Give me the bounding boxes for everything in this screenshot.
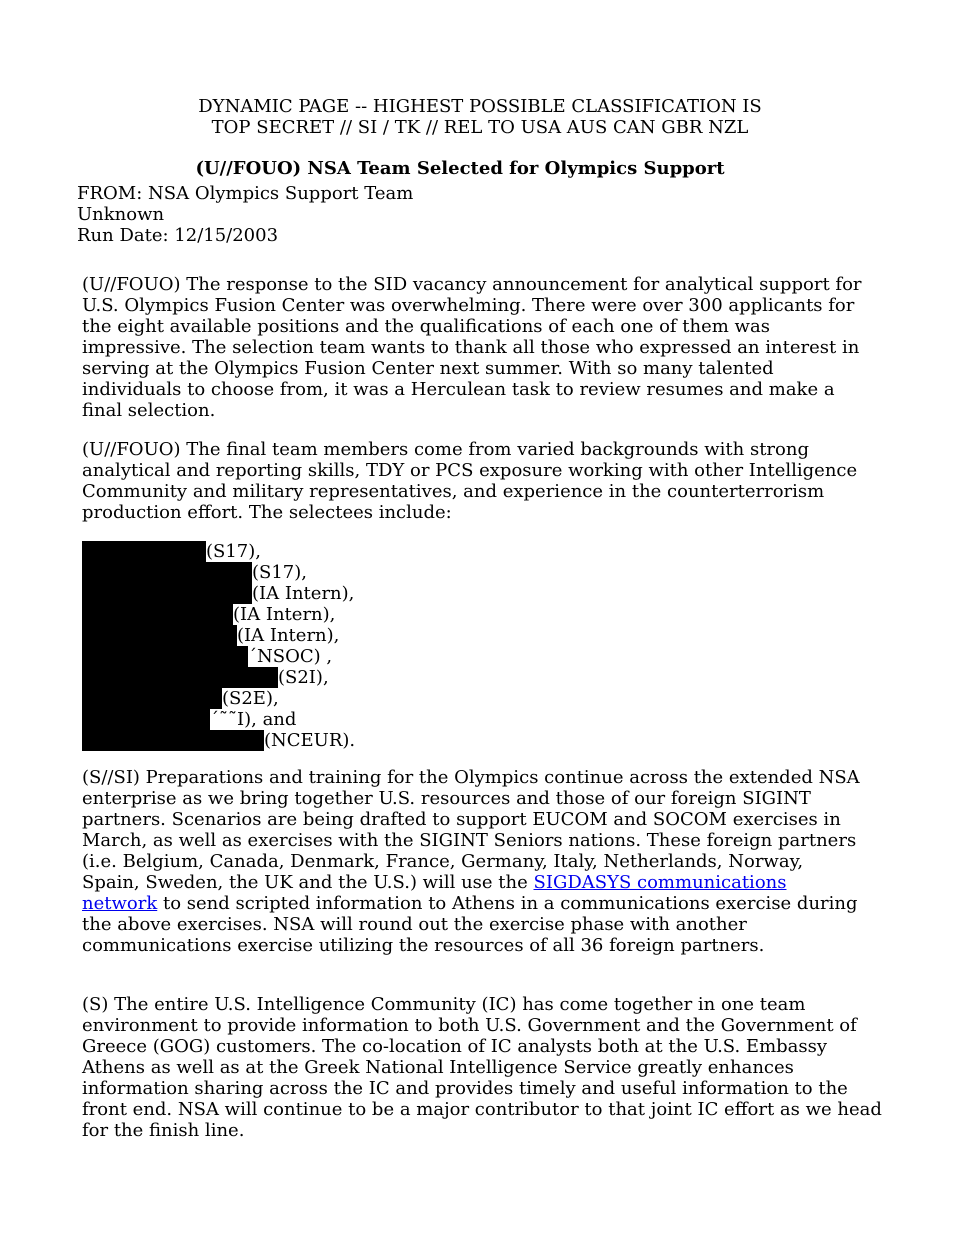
selectee-unit: (IA Intern), — [237, 625, 340, 646]
redaction-block — [82, 541, 206, 562]
redaction-block — [82, 646, 248, 667]
classification-banner — [0, 96, 960, 138]
selectee-unit: (IA Intern), — [252, 583, 355, 604]
redaction-block — [82, 667, 278, 688]
selectee-row — [82, 625, 355, 646]
selectee-unit: (S2I), — [278, 667, 329, 688]
paragraph-3 — [82, 767, 862, 956]
selectee-row — [82, 604, 355, 625]
selectee-unit: (IA Intern), — [233, 604, 336, 625]
banner-line-1: DYNAMIC PAGE -- HIGHEST POSSIBLE CLASSIFICATION IS — [198, 96, 762, 117]
selectee-unit: (S17), — [206, 541, 262, 562]
selectee-row — [82, 709, 355, 730]
from-line: FROM: NSA Olympics Support Team — [77, 183, 414, 204]
selectee-row — [82, 562, 355, 583]
selectee-row — [82, 688, 355, 709]
redaction-block — [82, 730, 264, 751]
redaction-block — [82, 583, 252, 604]
selectee-unit: (S2E), — [222, 688, 279, 709]
selectee-unit: (NCEUR). — [264, 730, 356, 751]
run-date-line: Run Date: 12/15/2003 — [77, 225, 279, 246]
selectee-unit: (S17), — [252, 562, 308, 583]
redaction-block — [82, 604, 233, 625]
selectee-row — [82, 541, 355, 562]
selectee-row — [82, 583, 355, 604]
selectee-list — [82, 541, 355, 751]
paragraph-3-text-before: (S//SI) Preparations and training for the Olympics continue across the extended NSA enterprise as we bring together U.S. resources and those of our foreign SIGINT partners. Scenarios are being drafted to support EUCOM and SOCOM exercises in March, as well as exercises with the SIGINT Seniors nations. These foreign partners (i.e. Belgium, Canada, Denmark, France, Germany, Italy, Netherlands, Norway, Spain, Sweden, the UK and the U.S.) will use the — [82, 767, 860, 893]
redaction-block — [82, 625, 237, 646]
selectee-row — [82, 667, 355, 688]
redaction-block — [82, 688, 222, 709]
selectee-unit: ´˜˜I), and — [210, 709, 297, 730]
author-line: Unknown — [77, 204, 165, 225]
selectee-row — [82, 730, 355, 751]
selectee-row — [82, 646, 355, 667]
redaction-block — [82, 562, 252, 583]
paragraph-4: (S) The entire U.S. Intelligence Community (IC) has come together in one team environment to provide information to both U.S. Government and the Government of Greece (GOG) customers. The co-location of IC analysts both at the U.S. Embassy Athens as well as at the Greek National Intelligence Service greatly enhances information sharing across the IC and provides timely and useful information to the front end. NSA will continue to be a major contributor to that joint IC effort as we head for the finish line. — [82, 994, 882, 1141]
article-title: (U//FOUO) NSA Team Selected for Olympics Support — [195, 158, 725, 179]
sigdasys-link[interactable]: SIGDASYS communications network — [82, 872, 787, 914]
paragraph-1: (U//FOUO) The response to the SID vacancy announcement for analytical support for U.S. Olympics Fusion Center was overwhelming. There were over 300 applicants for the eight available positions and the qualifications of each one of them was impressive. The selection team wants to thank all those who expressed an interest in serving at the Olympics Fusion Center next summer. With so many talented individuals to choose from, it was a Herculean task to review resumes and make a final selection. — [82, 274, 862, 421]
paragraph-2: (U//FOUO) The final team members come from varied backgrounds with strong analytical and reporting skills, TDY or PCS exposure working with other Intelligence Community and military representatives, and experience in the counterterrorism production effort. The selectees include: — [82, 439, 858, 523]
banner-line-2: TOP SECRET // SI / TK // REL TO USA AUS CAN GBR NZL — [211, 117, 749, 138]
paragraph-3-text-after: to send scripted information to Athens in a communications exercise during the above exercises. NSA will round out the exercise phase with another communications exercise utilizing the resources of all 36 foreign partners. — [82, 893, 858, 956]
redaction-block — [82, 709, 210, 730]
article-meta — [77, 183, 413, 246]
selectee-unit: ´NSOC) , — [248, 646, 333, 667]
